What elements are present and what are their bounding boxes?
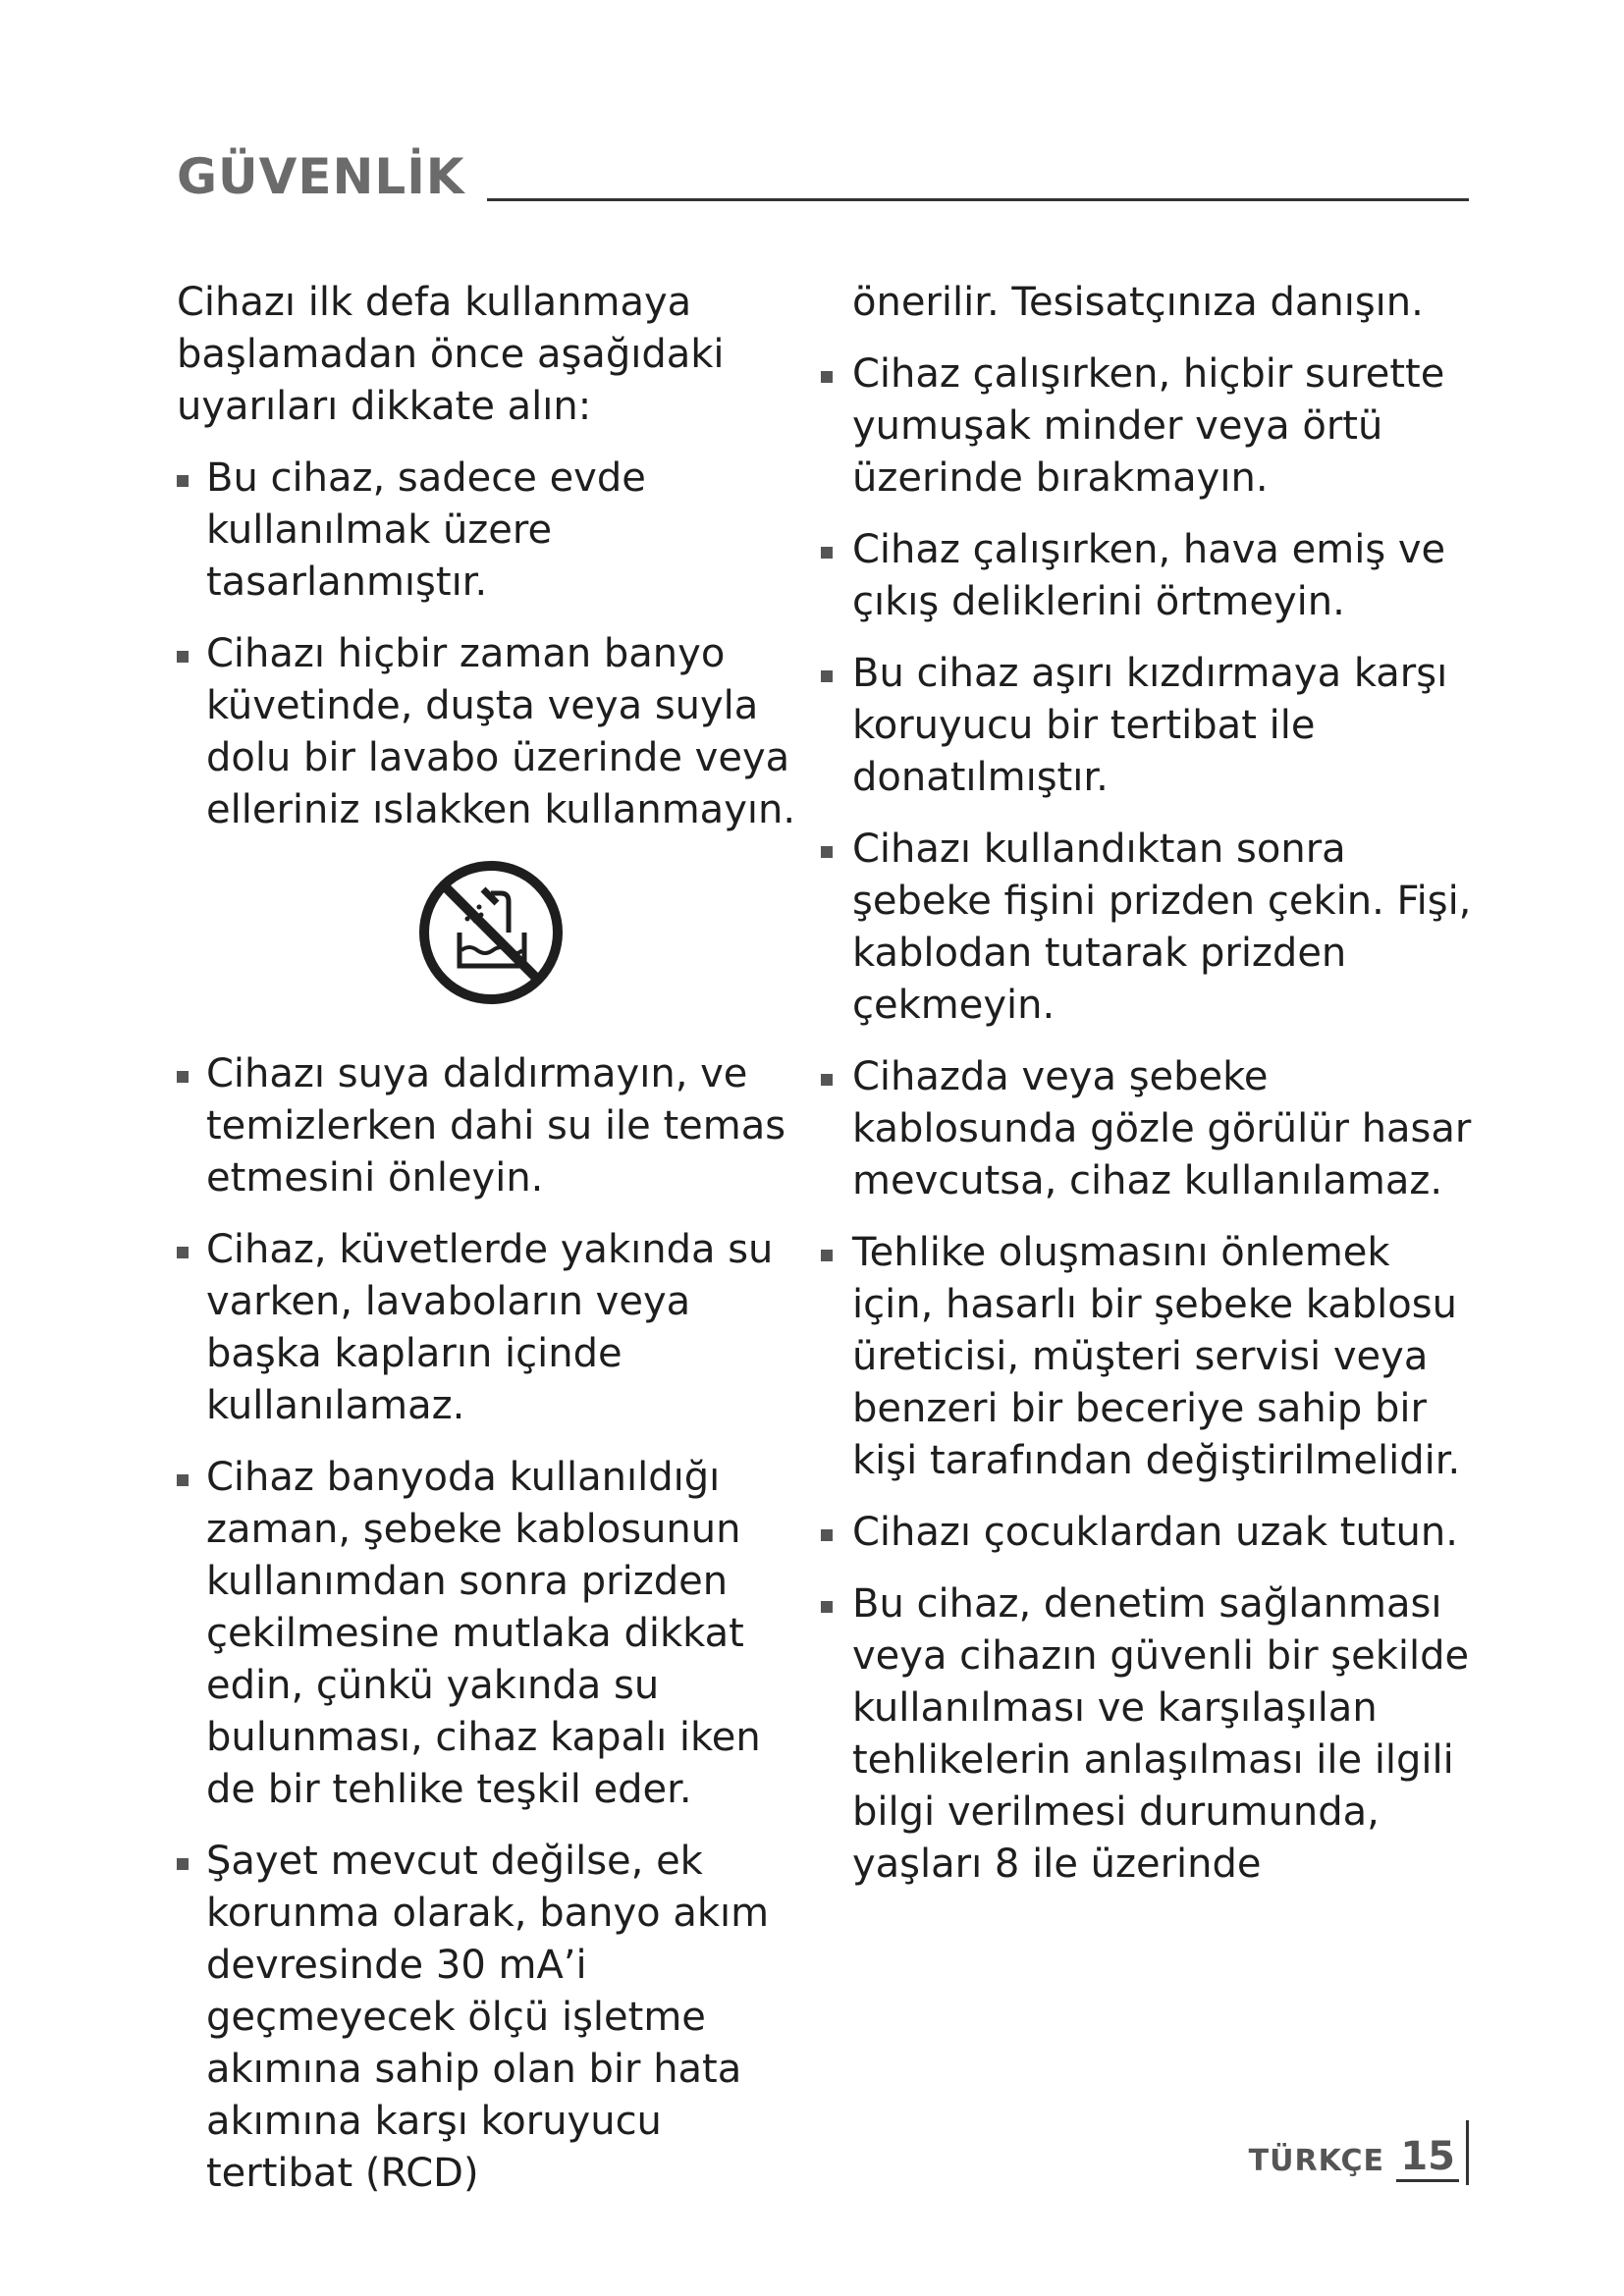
list-item-text: Cihazı suya daldırmayın, ve temizlerken dahi su ile temas etmesini önleyin. bbox=[206, 1051, 786, 1201]
bullet-icon bbox=[177, 475, 189, 487]
list-item bbox=[817, 524, 1481, 628]
continuation-text: önerilir. Tesisatçınıza danışın. bbox=[852, 280, 1424, 325]
list-item-text: Cihazı hiçbir zaman banyo küvetinde, duşta veya suyla dolu bir lavabo üzerinde veya elleriniz ıslakken kullanmayın. bbox=[206, 631, 796, 832]
bullet-icon bbox=[821, 547, 833, 559]
section-title: GÜVENLİK bbox=[177, 148, 465, 205]
list-item-text: Tehlike oluşmasını önlemek için, hasarlı bir şebeke kablosu üreticisi, müşteri servisi veya benzeri bir beceriye sahip bir kişi tarafından değiştirilmelidir. bbox=[852, 1230, 1461, 1483]
footer-divider bbox=[1466, 2120, 1469, 2185]
list-item bbox=[177, 1224, 805, 1432]
list-item-text: Bu cihaz, sadece evde kullanılmak üzere tasarlanmıştır. bbox=[206, 455, 646, 605]
bullet-icon bbox=[821, 846, 833, 858]
page-header bbox=[177, 147, 1469, 206]
footer-language: TÜRKÇE bbox=[1248, 2144, 1384, 2178]
list-item bbox=[177, 1452, 805, 1816]
list-item bbox=[817, 1227, 1481, 1487]
bullet-icon bbox=[821, 1601, 833, 1613]
list-item bbox=[817, 348, 1481, 505]
list-item bbox=[177, 1048, 805, 1204]
bullet-icon bbox=[177, 651, 189, 663]
list-item bbox=[817, 1507, 1481, 1559]
header-rule bbox=[487, 198, 1469, 201]
list-item-text: Cihazı kullandıktan sonra şebeke fişini prizden çekin. Fişi, kablodan tutarak prizden çekmeyin. bbox=[852, 827, 1472, 1028]
bullet-icon bbox=[821, 371, 833, 383]
list-item-text: Cihazı çocuklardan uzak tutun. bbox=[852, 1510, 1458, 1555]
list-item-text: Şayet mevcut değilse, ek korunma olarak, banyo akım devresinde 30 mA’i geçmeyecek ölçü işletme akımına sahip olan bir hata akımına karşı koruyucu tertibat (RCD) bbox=[206, 1839, 770, 2196]
list-item-text: Cihaz çalışırken, hiçbir surette yumuşak minder veya örtü üzerinde bırakmayın. bbox=[852, 351, 1445, 501]
list-item-text: Cihaz, küvetlerde yakında su varken, lavaboların veya başka kapların içinde kullanılamaz. bbox=[206, 1227, 774, 1428]
intro-paragraph: Cihazı ilk defa kullanmaya başlamadan önce aşağıdaki uyarıları dikkate alın: bbox=[177, 280, 725, 429]
bullet-icon bbox=[821, 1529, 833, 1541]
bullet-icon bbox=[177, 1858, 189, 1870]
list-item bbox=[817, 648, 1481, 804]
bullet-icon bbox=[177, 1071, 189, 1083]
bullet-icon bbox=[177, 1474, 189, 1486]
list-item bbox=[817, 1051, 1481, 1207]
bullet-icon bbox=[821, 1250, 833, 1261]
list-item bbox=[817, 1578, 1481, 1891]
bullet-icon bbox=[177, 1247, 189, 1258]
list-item-text: Cihaz çalışırken, hava emiş ve çıkış deliklerini örtmeyin. bbox=[852, 527, 1446, 624]
right-column bbox=[852, 277, 1481, 1910]
list-item-text: Cihaz banyoda kullanıldığı zaman, şebeke kablosunun kullanımdan sonra prizden çekilmesine mutlaka dikkat edin, çünkü yakında su bulunması, cihaz kapalı iken de bir tehlike teşkil eder. bbox=[206, 1455, 761, 1812]
list-item bbox=[177, 628, 805, 836]
left-column bbox=[177, 277, 805, 2219]
list-item-text: Bu cihaz, denetim sağlanması veya cihazın güvenli bir şekilde kullanılması ve karşılaşılan tehlikelerin anlaşılması ile ilgili bilgi verilmesi durumunda, yaşları 8 ile üzerinde bbox=[852, 1581, 1470, 1887]
list-item bbox=[177, 1836, 805, 2200]
bullet-icon bbox=[821, 1074, 833, 1086]
list-item-text: Bu cihaz aşırı kızdırmaya karşı koruyucu bir tertibat ile donatılmıştır. bbox=[852, 651, 1448, 800]
no-water-bath-icon bbox=[177, 856, 805, 1009]
list-item bbox=[177, 453, 805, 609]
page-number: 15 bbox=[1396, 2134, 1459, 2182]
list-item-text: Cihazda veya şebeke kablosunda gözle görülür hasar mevcutsa, cihaz kullanılamaz. bbox=[852, 1054, 1472, 1203]
list-item bbox=[817, 824, 1481, 1032]
bullet-icon bbox=[821, 670, 833, 682]
